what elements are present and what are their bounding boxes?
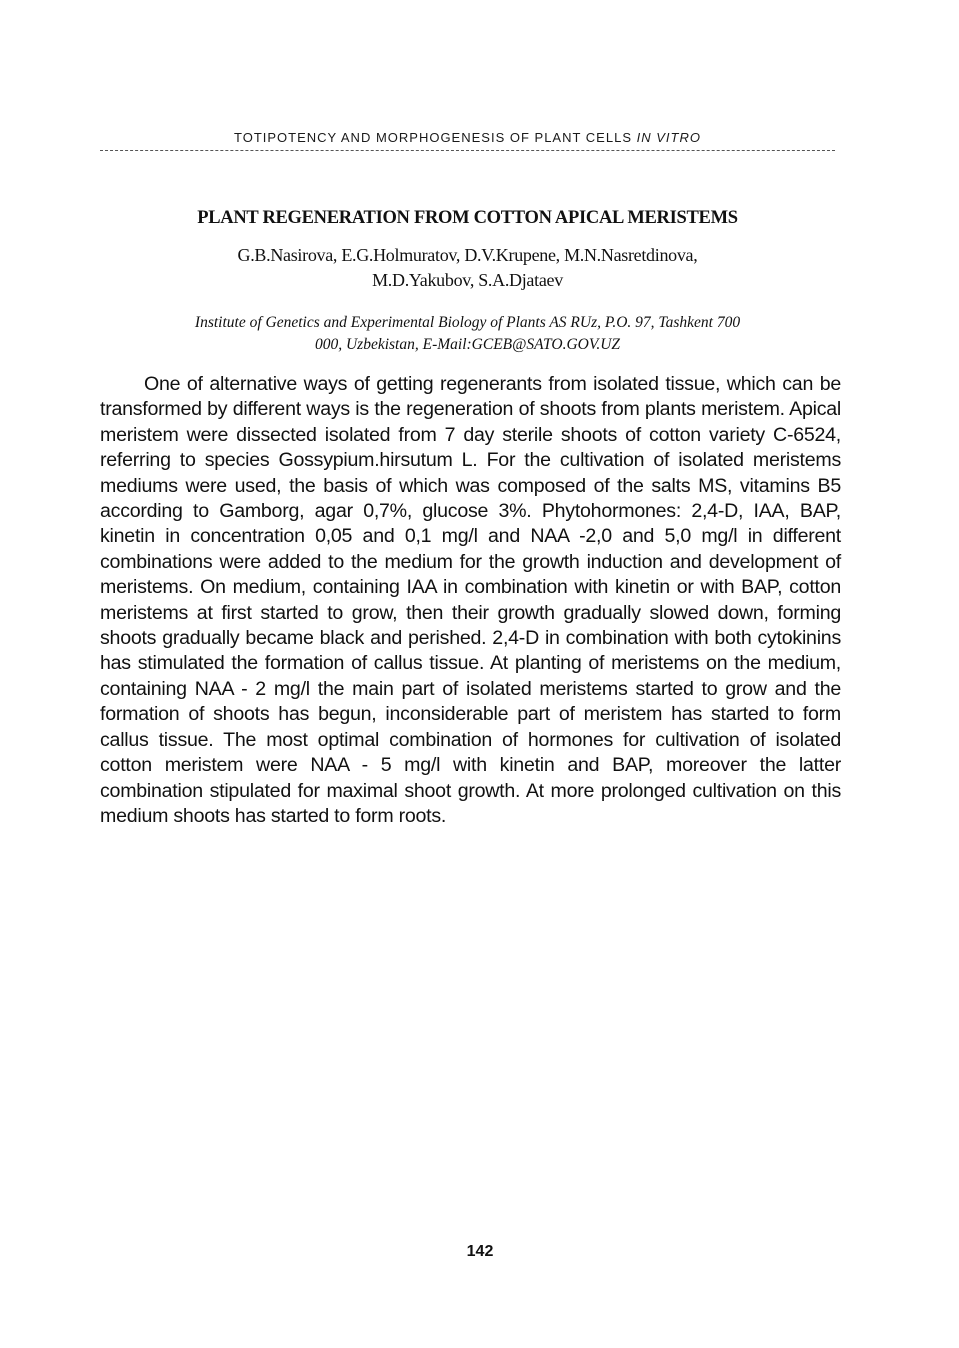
authors-line-2: M.D.Yakubov, S.A.Djataev (372, 270, 563, 290)
article-title: PLANT REGENERATION FROM COTTON APICAL MERISTEMS (197, 208, 738, 228)
affiliation (100, 312, 835, 356)
page-number: 142 (466, 1243, 494, 1260)
section-title: TOTIPOTENCY AND MORPHOGENESIS OF PLANT CELLS (234, 130, 632, 145)
authors (100, 243, 835, 293)
running-header (100, 130, 835, 145)
header-rule (100, 150, 835, 151)
affiliation-line-2: 000, Uzbekistan, E-Mail:GCEB@SATO.GOV.UZ (314, 336, 621, 353)
affiliation-line-1: Institute of Genetics and Experimental Biology of Plants AS RUz, P.O. 97, Tashkent 700 (194, 314, 741, 331)
authors-line-1: G.B.Nasirova, E.G.Holmuratov, D.V.Krupene, M.N.Nasretdinova, (237, 245, 698, 265)
section-title-italic: IN VITRO (636, 130, 701, 145)
abstract-text: One of alternative ways of getting regenerants from isolated tissue, which can be transformed by different ways is the regeneration of shoots from plants meristem. Apical meristem were dissected isolated from 7 day sterile shoots of cotton variety C-6524, referring to species Gossypium.hirsutum L. For the cultivation of isolated meristems mediums were used, the basis of which was composed of the salts MS, vitamins B5 according to Gamborg, agar 0,7%, glucose 3%. Phytohormones: 2,4-D, IAA, BAP, kinetin in concentration 0,05 and 0,1 mg/l and NAA -2,0 and 5,0 mg/l in different combinations were added to the medium for the growth induction and development of meristems. On medium, containing IAA in combination with kinetin or with BAP, cotton meristems at first started to grow, then their growth gradually slowed down, forming shoots gradually became black and perished. 2,4-D in combination with both cytokinins has stimulated the formation of callus tissue. At planting of meristems on the medium, containing NAA - 2 mg/l the main part of isolated meristems started to grow and the formation of shoots has begun, inconsiderable part of meristem has started to form callus tissue. The most optimal combination of hormones for cultivation of isolated cotton meristem were NAA - 5 mg/l with kinetin and BAP, moreover the latter combination stipulated for maximal shoot growth. At more prolonged cultivation on this medium shoots has started to form roots. (100, 373, 841, 827)
